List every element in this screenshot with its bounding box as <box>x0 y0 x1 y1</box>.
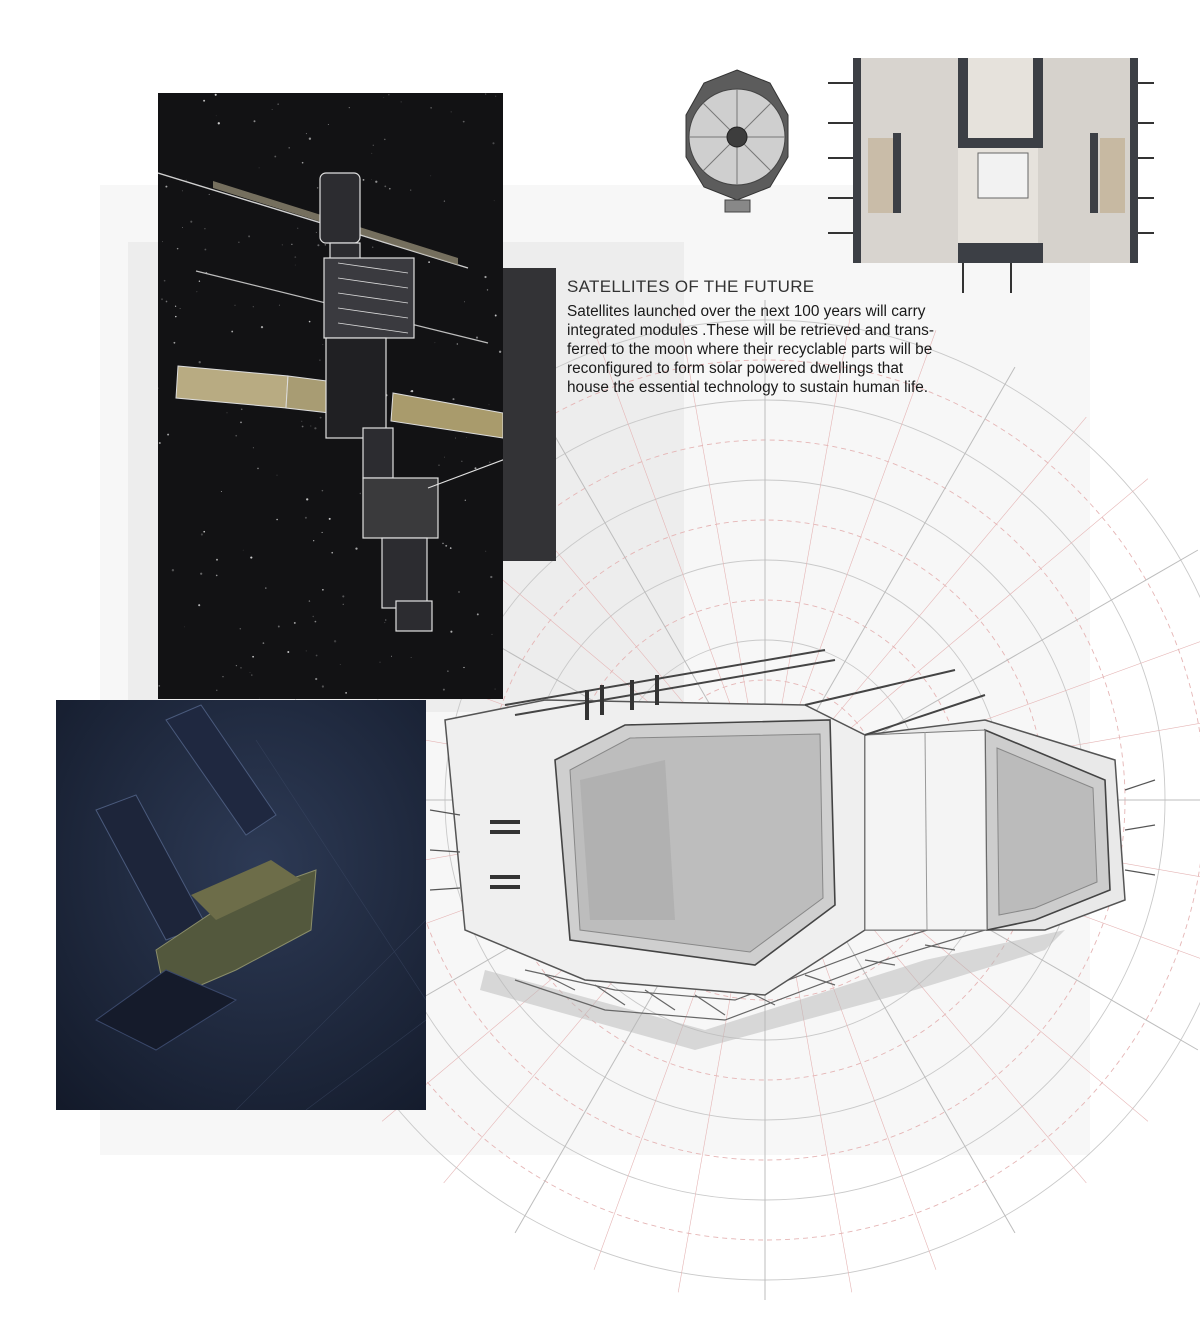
description-block <box>567 277 1007 397</box>
satellite-photo <box>158 93 503 699</box>
dwelling-module-drawing <box>425 630 1165 1060</box>
description-line: ferred to the moon where their recyclable parts will be <box>567 341 933 358</box>
description-line: Satellites launched over the next 100 years will carry <box>567 303 926 320</box>
description-line: integrated modules .These will be retrieved and trans- <box>567 322 935 339</box>
floor-plan-drawing <box>828 58 1154 293</box>
dark-accent-bar <box>503 268 556 561</box>
page-title: SATELLITES OF THE FUTURE <box>567 277 815 296</box>
moon-dwelling-photo <box>56 700 426 1110</box>
description-text <box>567 302 1007 397</box>
description-line: reconfigured to form solar powered dwellings that <box>567 360 904 377</box>
description-line: house the essential technology to sustain human life. <box>567 379 929 396</box>
cylinder-plan-drawing <box>680 65 795 215</box>
